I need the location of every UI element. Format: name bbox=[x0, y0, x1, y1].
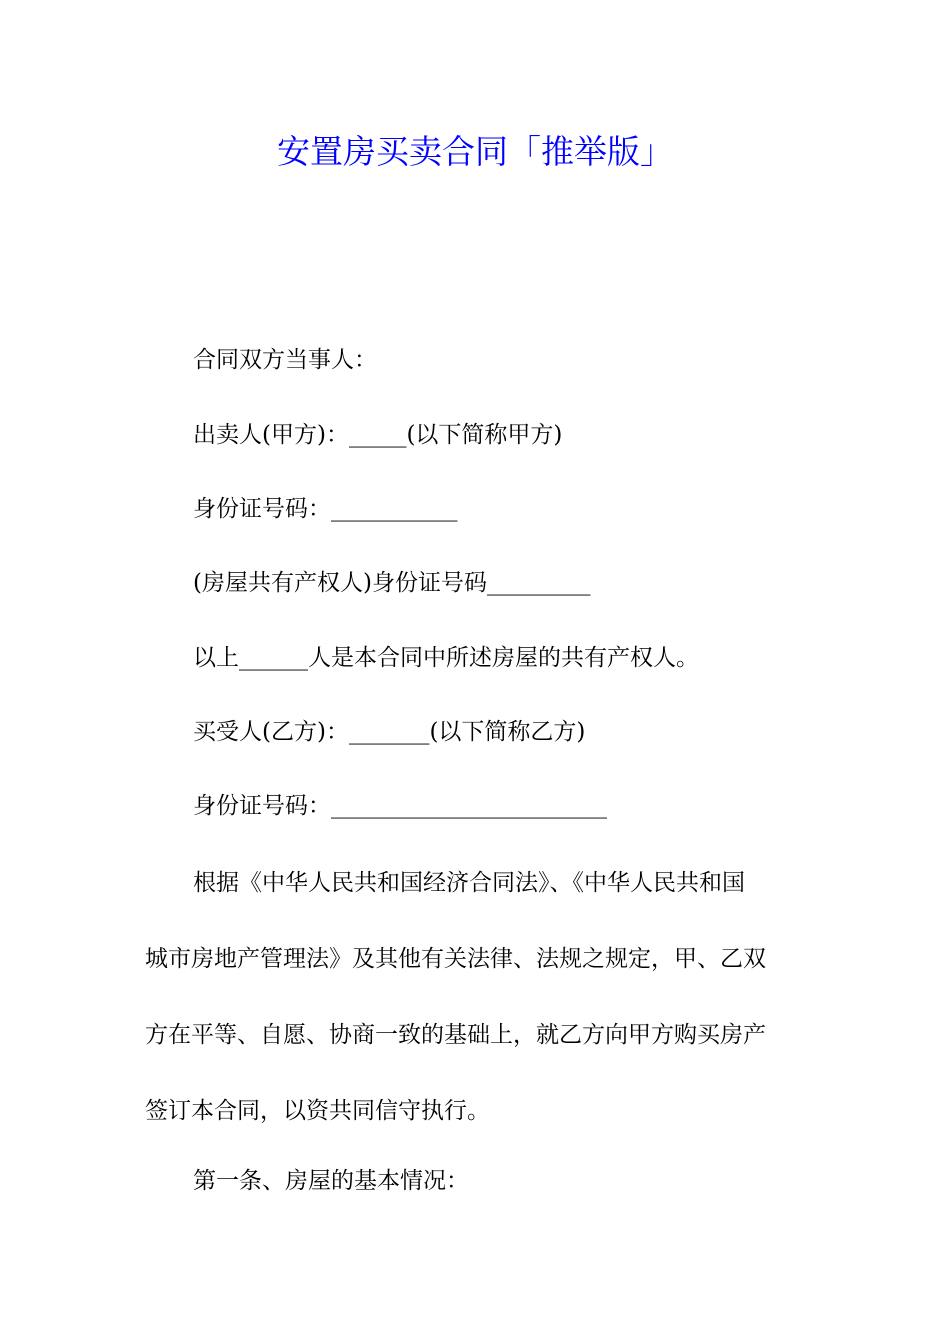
paragraph-line: 方在平等、自愿、协商一致的基础上，就乙方向甲方购买房产 bbox=[145, 1022, 766, 1048]
seller-id-line: 身份证号码：___________ bbox=[193, 496, 458, 522]
paragraph-line: 城市房地产管理法》及其他有关法律、法规之规定，甲、乙双 bbox=[145, 946, 766, 972]
paragraph-line: 根据《中华人民共和国经济合同法》、《中华人民共和国 bbox=[193, 870, 745, 896]
article-one-heading: 第一条、房屋的基本情况： bbox=[193, 1168, 469, 1194]
seller-line: 出卖人(甲方)：_____(以下简称甲方) bbox=[193, 422, 563, 448]
buyer-line: 买受人(乙方)：_______(以下简称乙方) bbox=[193, 719, 586, 745]
co-owner-id-line: (房屋共有产权人)身份证号码_________ bbox=[193, 570, 591, 596]
document-title: 安置房买卖合同「推举版」 bbox=[277, 132, 673, 171]
co-owner-count-line: 以上______人是本合同中所述房屋的共有产权人。 bbox=[193, 645, 699, 671]
legal-basis-paragraph bbox=[145, 852, 807, 1156]
buyer-id-line: 身份证号码：________________________ bbox=[193, 793, 607, 819]
paragraph-line: 签订本合同，以资共同信守执行。 bbox=[145, 1098, 490, 1124]
parties-heading: 合同双方当事人： bbox=[193, 347, 377, 373]
